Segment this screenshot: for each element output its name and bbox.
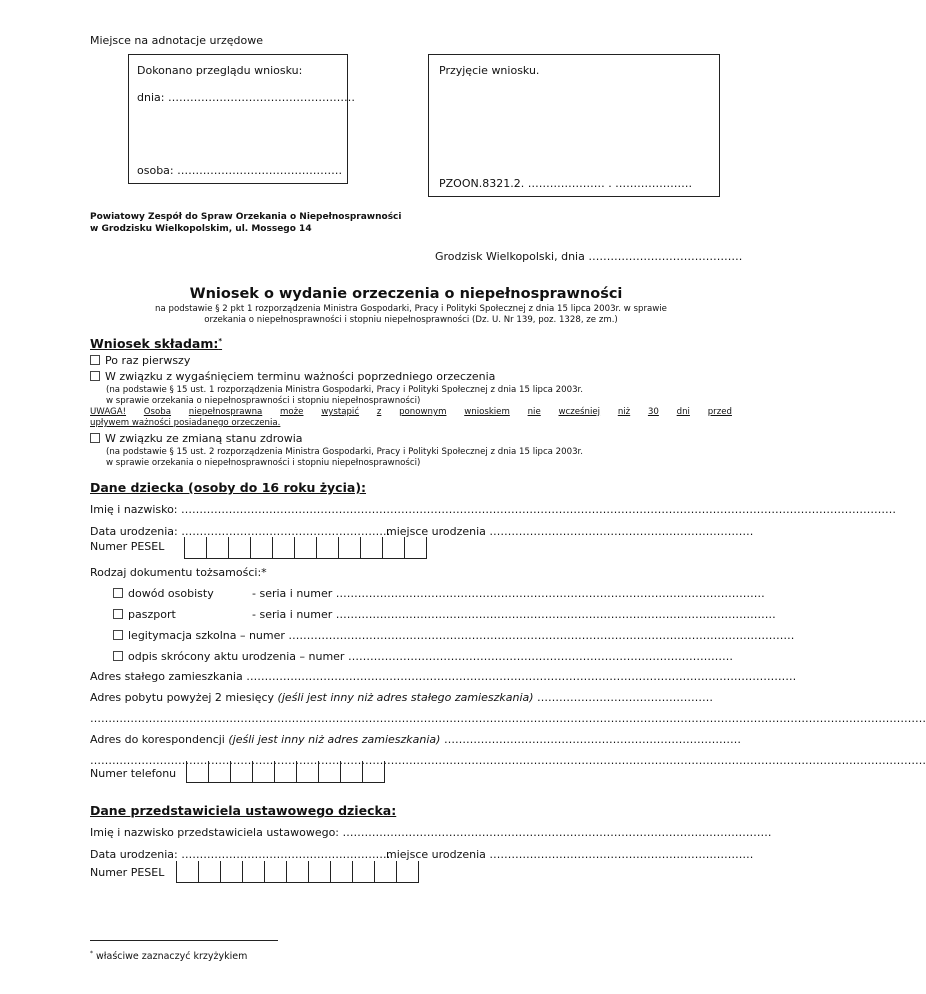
warning-word: niepełnosprawna bbox=[188, 407, 263, 417]
permanent-address-field[interactable]: Adres stałego zamieszkania …………………………………………………………………………………………………………………………………… bbox=[90, 670, 797, 683]
office-name: Powiatowy Zespół do Spraw Orzekania o Niepełnosprawności bbox=[90, 212, 402, 222]
checkbox-icon[interactable] bbox=[90, 371, 100, 381]
digit-box[interactable] bbox=[275, 761, 297, 783]
doc-school-id-option[interactable]: legitymacja szkolna – numer ………………………………………………………………………………………………………………………… bbox=[113, 629, 794, 642]
digit-box[interactable] bbox=[231, 761, 253, 783]
warning-word: UWAGA! bbox=[90, 407, 127, 417]
review-person-field[interactable]: osoba: ……………………………………… bbox=[137, 164, 343, 177]
footnote-divider bbox=[90, 940, 278, 941]
digit-box[interactable] bbox=[265, 861, 287, 883]
warning-word: dni bbox=[676, 407, 690, 417]
digit-box[interactable] bbox=[185, 537, 207, 559]
option-health-change[interactable]: W związku ze zmianą stanu zdrowia bbox=[90, 432, 303, 445]
digit-box[interactable] bbox=[253, 761, 275, 783]
warning-word: z bbox=[376, 407, 382, 417]
review-box bbox=[128, 54, 355, 184]
doc-birth-cert-option[interactable]: odpis skrócony aktu urodzenia – numer …………………………………………………………………………………………… bbox=[113, 650, 733, 663]
digit-box[interactable] bbox=[187, 761, 209, 783]
doc-id-card-option[interactable]: dowód osobisty - seria i numer ……………………………………………………………………………………………………… bbox=[113, 587, 765, 600]
digit-box[interactable] bbox=[229, 537, 251, 559]
digit-box[interactable] bbox=[297, 761, 319, 783]
warning-word: Osoba bbox=[143, 407, 172, 417]
digit-box[interactable] bbox=[309, 861, 331, 883]
guardian-heading: Dane przedstawiciela ustawowego dziecka: bbox=[90, 803, 397, 818]
option-expiry[interactable]: W związku z wygaśnięciem terminu ważności poprzedniego orzeczenia bbox=[90, 370, 495, 383]
digit-box[interactable] bbox=[221, 861, 243, 883]
warning-word: może bbox=[280, 407, 304, 417]
official-notes-label: Miejsce na adnotacje urzędowe bbox=[90, 34, 263, 47]
stay-address-field[interactable]: Adres pobytu powyżej 2 miesięcy (jeśli jest inny niż adres stałego zamieszkania) ………………………………………… bbox=[90, 691, 714, 704]
warning-word: niż bbox=[617, 407, 631, 417]
review-date-field[interactable]: dnia: …………………………………………… bbox=[137, 91, 355, 104]
digit-box[interactable] bbox=[251, 537, 273, 559]
digit-box[interactable] bbox=[331, 861, 353, 883]
child-birth-place-field[interactable]: miejsce urodzenia ……………………………………………………………… bbox=[386, 525, 754, 538]
guardian-birth-date-field[interactable]: Data urodzenia: ………………………………………………… bbox=[90, 848, 391, 861]
health-note-line2: w sprawie orzekania o niepełnosprawności i stopniu niepełnosprawności) bbox=[106, 458, 421, 468]
digit-box[interactable] bbox=[341, 761, 363, 783]
place-date-field[interactable]: Grodzisk Wielkopolski, dnia …………………………………… bbox=[435, 250, 743, 263]
digit-box[interactable] bbox=[295, 537, 317, 559]
office-address: w Grodzisku Wielkopolskim, ul. Mossego 14 bbox=[90, 224, 312, 234]
warning-word: 30 bbox=[647, 407, 659, 417]
legal-basis-line1: na podstawie § 2 pkt 1 rozporządzenia Ministra Gospodarki, Pracy i Polityki Społecznej z dnia 15 lipca 2003r. w sprawie bbox=[155, 304, 667, 314]
guardian-birth-place-field[interactable]: miejsce urodzenia ……………………………………………………………… bbox=[386, 848, 754, 861]
correspondence-address-field[interactable]: Adres do korespondencji (jeśli jest inny niż adres zamieszkania) ……………………………………………………………………… bbox=[90, 733, 741, 746]
warning-word: przed bbox=[707, 407, 732, 417]
guardian-name-field[interactable]: Imię i nazwisko przedstawiciela ustawowego: ……………………………………………………………………………………………………… bbox=[90, 826, 772, 839]
digit-box[interactable] bbox=[287, 861, 309, 883]
checkbox-icon[interactable] bbox=[113, 588, 123, 598]
warning-word: nie bbox=[527, 407, 541, 417]
child-name-field[interactable]: Imię i nazwisko: …………………………………………………………………………………………………………………………………………………………………………… bbox=[90, 503, 897, 516]
child-pesel-label: Numer PESEL bbox=[90, 540, 165, 553]
acceptance-title: Przyjęcie wniosku. bbox=[439, 64, 540, 77]
digit-box[interactable] bbox=[405, 537, 427, 559]
digit-box[interactable] bbox=[207, 537, 229, 559]
digit-box[interactable] bbox=[397, 861, 419, 883]
warning-word: wystąpić bbox=[321, 407, 360, 417]
phone-label: Numer telefonu bbox=[90, 767, 177, 780]
digit-box[interactable] bbox=[243, 861, 265, 883]
digit-box[interactable] bbox=[317, 537, 339, 559]
digit-box[interactable] bbox=[375, 861, 397, 883]
child-pesel-input[interactable] bbox=[184, 537, 427, 559]
review-title: Dokonano przeglądu wniosku: bbox=[137, 64, 303, 77]
checkbox-icon[interactable] bbox=[113, 651, 123, 661]
acceptance-ref-field[interactable]: PZOON.8321.2. ………………… . ………………… bbox=[439, 177, 693, 190]
checkbox-icon[interactable] bbox=[90, 355, 100, 365]
warning-word: ponownym bbox=[399, 407, 447, 417]
warning-line2: upływem ważności posiadanego orzeczenia. bbox=[90, 418, 281, 428]
digit-box[interactable] bbox=[363, 761, 385, 783]
digit-box[interactable] bbox=[361, 537, 383, 559]
document-type-label: Rodzaj dokumentu tożsamości:* bbox=[90, 566, 267, 579]
acceptance-box bbox=[428, 54, 720, 197]
checkbox-icon[interactable] bbox=[113, 630, 123, 640]
expiry-note-line2: w sprawie orzekania o niepełnosprawności i stopniu niepełnosprawności) bbox=[106, 396, 421, 406]
phone-input[interactable] bbox=[186, 761, 385, 783]
digit-box[interactable] bbox=[339, 537, 361, 559]
digit-box[interactable] bbox=[177, 861, 199, 883]
digit-box[interactable] bbox=[353, 861, 375, 883]
health-note-line1: (na podstawie § 15 ust. 2 rozporządzenia Ministra Gospodarki, Pracy i Polityki Społecznej z dnia 15 lipca 2003r. bbox=[106, 447, 584, 457]
expiry-note-line1: (na podstawie § 15 ust. 1 rozporządzenia Ministra Gospodarki, Pracy i Polityki Społecznej z dnia 15 lipca 2003r. bbox=[106, 385, 584, 395]
stay-address-line2[interactable]: ………………………………………………………………………………………………………………………………………………………………………………………………………… bbox=[90, 712, 926, 725]
page-title: Wniosek o wydanie orzeczenia o niepełnosprawności bbox=[189, 286, 623, 302]
warning-word: wcześniej bbox=[558, 407, 601, 417]
digit-box[interactable] bbox=[319, 761, 341, 783]
digit-box[interactable] bbox=[383, 537, 405, 559]
digit-box[interactable] bbox=[199, 861, 221, 883]
checkbox-icon[interactable] bbox=[90, 433, 100, 443]
warning-word: wnioskiem bbox=[464, 407, 510, 417]
request-heading: Wniosek składam:* bbox=[90, 336, 223, 351]
option-first-time[interactable]: Po raz pierwszy bbox=[90, 354, 190, 367]
doc-passport-option[interactable]: paszport - seria i numer ………………………………………………………………………………………………………… bbox=[113, 608, 776, 621]
guardian-pesel-input[interactable] bbox=[176, 861, 419, 883]
child-birth-date-field[interactable]: Data urodzenia: ………………………………………………… bbox=[90, 525, 391, 538]
digit-box[interactable] bbox=[273, 537, 295, 559]
digit-box[interactable] bbox=[209, 761, 231, 783]
warning-line1 bbox=[90, 407, 732, 418]
legal-basis-line2: orzekania o niepełnosprawności i stopniu niepełnosprawności (Dz. U. Nr 139, poz. 1328, ze zm.) bbox=[204, 315, 618, 325]
guardian-pesel-label: Numer PESEL bbox=[90, 866, 165, 879]
child-heading: Dane dziecka (osoby do 16 roku życia): bbox=[90, 480, 367, 495]
footnote: * właściwe zaznaczyć krzyżykiem bbox=[90, 950, 248, 963]
checkbox-icon[interactable] bbox=[113, 609, 123, 619]
correspondence-address-line2[interactable]: ………………………………………………………………………………………………………………………………………………………………………………………………………… bbox=[90, 754, 926, 767]
